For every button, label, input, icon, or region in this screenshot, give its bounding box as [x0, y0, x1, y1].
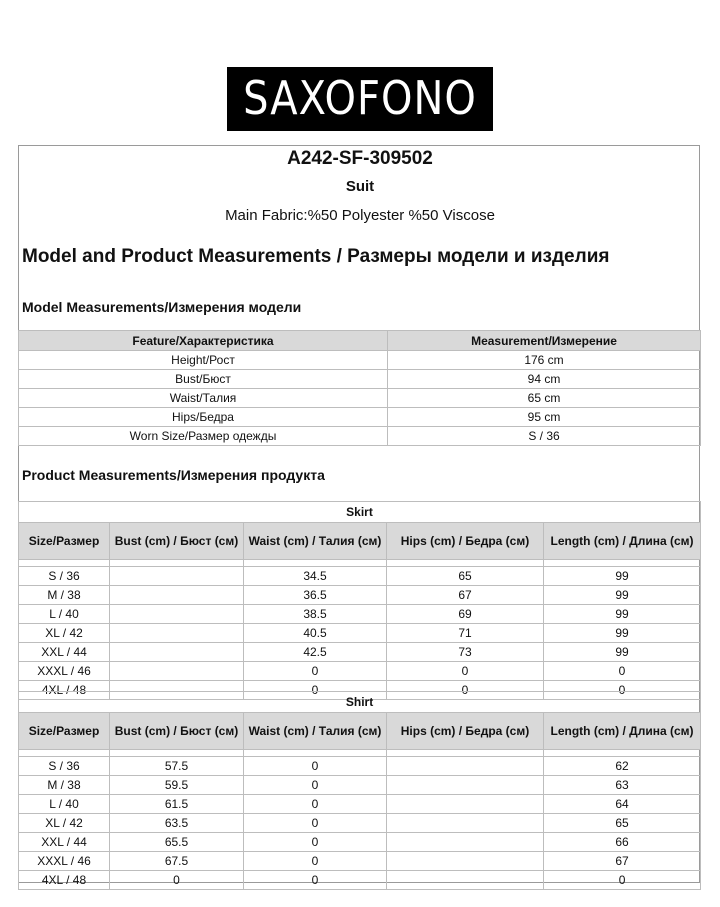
table-row [19, 567, 701, 586]
table-cell: 0 [244, 795, 387, 814]
column-header: Waist (cm) / Талия (см) [244, 523, 387, 560]
table-cell: 99 [544, 567, 701, 586]
shirt-table-title: Shirt [19, 692, 701, 713]
table-cell: Hips/Бедра [19, 408, 388, 427]
table-cell: 66 [544, 833, 701, 852]
table-cell: 67 [387, 586, 544, 605]
table-header-row [19, 331, 701, 351]
table-cell: L / 40 [19, 795, 110, 814]
table-row [19, 814, 701, 833]
table-header-row [19, 523, 701, 560]
table-cell: 62 [544, 757, 701, 776]
table-cell: 59.5 [110, 776, 244, 795]
table-cell [387, 757, 544, 776]
table-cell: 0 [544, 871, 701, 890]
table-cell: 69 [387, 605, 544, 624]
main-heading: Model and Product Measurements / Размеры модели и изделия [22, 246, 610, 267]
table-cell: 61.5 [110, 795, 244, 814]
table-cell: 71 [387, 624, 544, 643]
table-cell: 0 [387, 681, 544, 700]
table-cell: 63 [544, 776, 701, 795]
table-cell: M / 38 [19, 776, 110, 795]
fabric-composition: Main Fabric:%50 Polyester %50 Viscose [225, 207, 495, 224]
table-row [19, 852, 701, 871]
product-type: Suit [345, 178, 375, 195]
table-cell: 0 [110, 871, 244, 890]
skirt-measurements-table [18, 501, 701, 700]
table-row [19, 389, 701, 408]
table-cell: XL / 42 [19, 624, 110, 643]
table-cell: S / 36 [19, 757, 110, 776]
table-cell: XL / 42 [19, 814, 110, 833]
column-header: Hips (cm) / Бедра (см) [387, 523, 544, 560]
table-row [19, 427, 701, 446]
table-cell: 0 [387, 662, 544, 681]
table-cell: Worn Size/Размер одежды [19, 427, 388, 446]
table-cell: 99 [544, 624, 701, 643]
table-cell: 94 cm [388, 370, 701, 389]
table-caption-row [19, 502, 701, 523]
table-row [19, 757, 701, 776]
table-row [19, 408, 701, 427]
shirt-measurements-table [18, 691, 701, 890]
skirt-table-title: Skirt [19, 502, 701, 523]
table-cell: 40.5 [244, 624, 387, 643]
table-cell: 67 [544, 852, 701, 871]
table-cell: 0 [244, 833, 387, 852]
table-cell: Waist/Талия [19, 389, 388, 408]
table-cell [387, 833, 544, 852]
table-cell: 99 [544, 643, 701, 662]
table-cell: XXL / 44 [19, 643, 110, 662]
table-row [19, 351, 701, 370]
column-header: Bust (cm) / Бюст (см) [110, 713, 244, 750]
table-spacer-row [19, 750, 701, 757]
table-cell: M / 38 [19, 586, 110, 605]
table-cell [387, 871, 544, 890]
table-cell: 67.5 [110, 852, 244, 871]
table-cell: 65 [387, 567, 544, 586]
table-row [19, 662, 701, 681]
table-cell: 0 [244, 871, 387, 890]
brand-logo [227, 67, 493, 131]
table-row [19, 605, 701, 624]
column-header: Size/Размер [19, 713, 110, 750]
table-cell: 4XL / 48 [19, 871, 110, 890]
table-cell: 0 [244, 814, 387, 833]
table-header-row [19, 713, 701, 750]
table-row [19, 643, 701, 662]
table-row [19, 586, 701, 605]
table-cell [110, 624, 244, 643]
brand-logo-text: SAXOFONO [243, 72, 477, 126]
table-cell: XXXL / 46 [19, 662, 110, 681]
table-cell: 0 [244, 776, 387, 795]
product-code: A242-SF-309502 [287, 148, 433, 169]
column-header: Hips (cm) / Бедра (см) [387, 713, 544, 750]
table-row [19, 795, 701, 814]
table-cell: S / 36 [388, 427, 701, 446]
model-measurements-table [18, 330, 701, 446]
table-cell [387, 776, 544, 795]
table-row [19, 833, 701, 852]
table-row [19, 776, 701, 795]
column-header: Bust (cm) / Бюст (см) [110, 523, 244, 560]
table-cell: XXL / 44 [19, 833, 110, 852]
table-cell: 0 [244, 662, 387, 681]
table-cell: 65.5 [110, 833, 244, 852]
table-cell: 36.5 [244, 586, 387, 605]
table-cell [110, 662, 244, 681]
table-cell: 38.5 [244, 605, 387, 624]
table-cell: 0 [244, 757, 387, 776]
table-cell: S / 36 [19, 567, 110, 586]
table-cell [110, 567, 244, 586]
table-cell: 73 [387, 643, 544, 662]
table-cell [110, 586, 244, 605]
table-cell: 99 [544, 605, 701, 624]
column-header: Feature/Характеристика [19, 331, 388, 351]
table-cell: L / 40 [19, 605, 110, 624]
product-measurements-heading: Product Measurements/Измерения продукта [22, 467, 325, 483]
table-cell: 34.5 [244, 567, 387, 586]
table-cell [387, 814, 544, 833]
table-cell: 176 cm [388, 351, 701, 370]
table-cell: 65 [544, 814, 701, 833]
table-row [19, 624, 701, 643]
table-cell: 4XL / 48 [19, 681, 110, 700]
table-cell: 99 [544, 586, 701, 605]
table-row [19, 370, 701, 389]
table-cell [110, 643, 244, 662]
column-header: Length (cm) / Длина (см) [544, 523, 701, 560]
column-header: Length (cm) / Длина (см) [544, 713, 701, 750]
table-cell: 42.5 [244, 643, 387, 662]
column-header: Measurement/Измерение [388, 331, 701, 351]
table-cell: 0 [244, 852, 387, 871]
table-cell: 95 cm [388, 408, 701, 427]
table-cell: 0 [544, 662, 701, 681]
table-cell: 0 [244, 681, 387, 700]
table-row [19, 871, 701, 890]
table-cell: XXXL / 46 [19, 852, 110, 871]
table-cell: 0 [544, 681, 701, 700]
table-cell: 57.5 [110, 757, 244, 776]
table-caption-row [19, 692, 701, 713]
table-cell: Height/Рост [19, 351, 388, 370]
table-cell [110, 605, 244, 624]
table-cell: 65 cm [388, 389, 701, 408]
table-spacer-row [19, 560, 701, 567]
table-cell: Bust/Бюст [19, 370, 388, 389]
column-header: Size/Размер [19, 523, 110, 560]
table-cell [387, 852, 544, 871]
table-cell [387, 795, 544, 814]
column-header: Waist (cm) / Талия (см) [244, 713, 387, 750]
table-cell: 63.5 [110, 814, 244, 833]
table-cell: 64 [544, 795, 701, 814]
model-measurements-heading: Model Measurements/Измерения модели [22, 299, 302, 315]
